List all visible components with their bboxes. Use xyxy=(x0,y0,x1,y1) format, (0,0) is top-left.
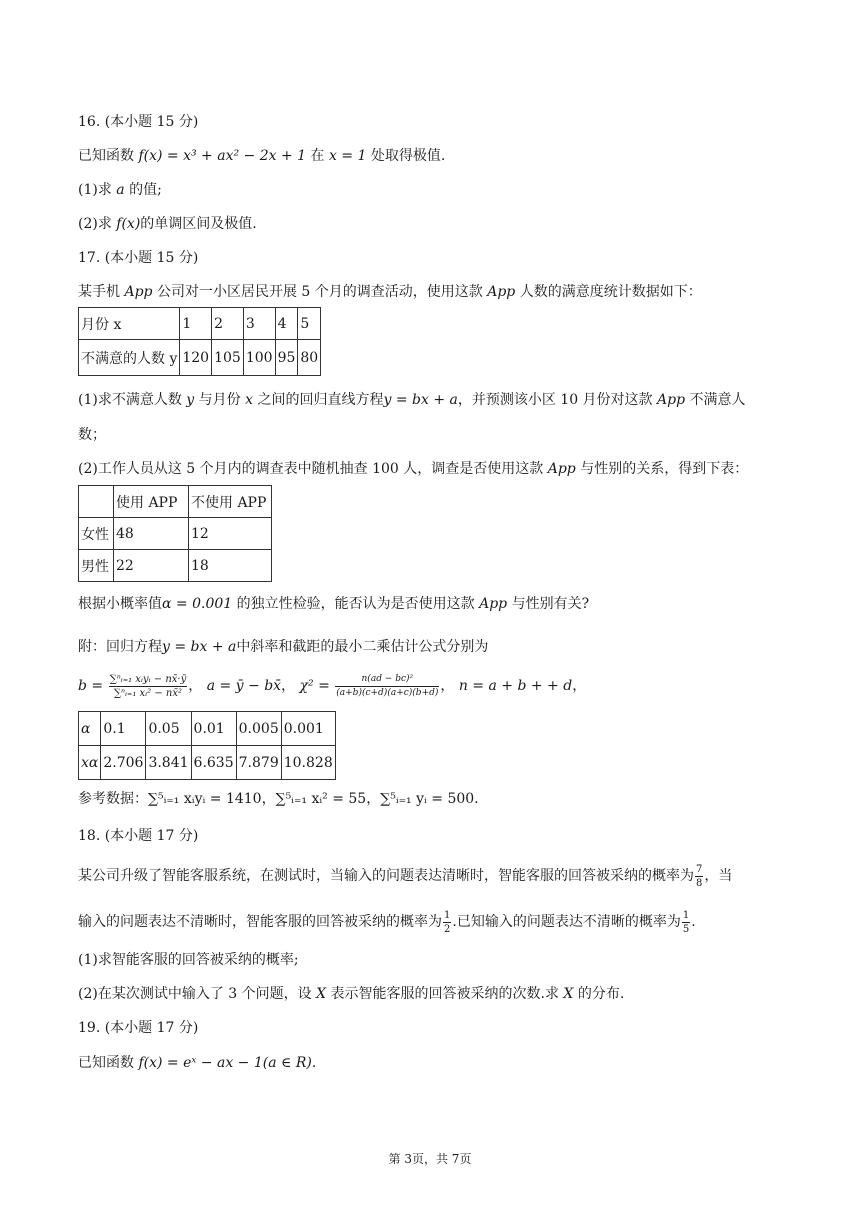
table-cell: 2.706 xyxy=(101,746,146,780)
table-cell: 0.005 xyxy=(236,712,281,746)
q17-note: 附：回归方程y = bx + a中斜率和截距的最小二乘估计公式分别为 xyxy=(78,639,489,655)
table-row xyxy=(79,550,272,582)
table-cell: 18 xyxy=(189,550,272,582)
table-cell: α xyxy=(79,712,101,746)
q17-part1: (1)求不满意人数 y 与月份 x 之间的回归直线方程y = bx + a，并预测该小区 10 月份对这款 App 不满意人 xyxy=(78,392,746,408)
table-cell xyxy=(79,486,114,518)
q18-part2: (2)在某次测试中输入了 3 个问题，设 X 表示智能客服的回答被采纳的次数.求 X 的分布. xyxy=(78,986,625,1002)
table-cell: 48 xyxy=(114,518,189,550)
q17-intro: 某手机 App 公司对一小区居民开展 5 个月的调查活动，使用这款 App 人数的满意度统计数据如下： xyxy=(78,284,702,300)
q17-reference-data: 参考数据：∑⁵ᵢ₌₁ xᵢyᵢ = 1410，∑⁵ᵢ₌₁ xᵢ² = 55，∑⁵ᵢ₌₁ yᵢ = 500. xyxy=(78,791,479,807)
table-cell: 0.001 xyxy=(281,712,335,746)
q19-heading: 19. (本小题 17 分) xyxy=(78,1020,199,1036)
q18-line1: 某公司升级了智能客服系统，在测试时，当输入的问题表达清晰时，智能客服的回答被采纳的概率为 $\frac{7}{8}$ ，当 xyxy=(78,863,733,889)
table-cell: 120 xyxy=(180,340,212,376)
q17-part1-cont: 数； xyxy=(78,427,106,443)
table-cell: 80 xyxy=(298,340,321,376)
q16-part1: (1)求 a 的值; xyxy=(78,182,162,198)
q18-heading: 18. (本小题 17 分) xyxy=(78,828,199,844)
table-row xyxy=(79,486,272,518)
table-cell: 7.879 xyxy=(236,746,281,780)
table-cell: 6.635 xyxy=(191,746,236,780)
chi-square-fraction: $\frac{\text{n(ad − bc)²}}{(a+b)(c+d)(a+c)(b+d)}$ xyxy=(336,673,439,698)
q17-formulas: b = $\frac{\text{∑ⁿᵢ₌₁ xᵢyᵢ − nx̄·ȳ}}{\text{∑ⁿᵢ₌₁ xᵢ² − nx̄²}}$ ， a = ȳ − bx̄， χ² = $\frac{\text{n(ad − bc)²}}{(a+b)(c+d)(a+c)(b+d)}$ ， n = a + b + + d， xyxy=(78,673,587,699)
q17-heading: 17. (本小题 15 分) xyxy=(78,250,199,266)
table-row xyxy=(79,746,336,780)
monthly-survey-table xyxy=(78,307,321,376)
table-cell: 2 xyxy=(212,308,244,340)
q18-part1: (1)求智能客服的回答被采纳的概率; xyxy=(78,952,299,968)
q16-stem: 已知函数 f(x) = x³ + ax² − 2x + 1 在 x = 1 处取得极值. xyxy=(78,148,446,164)
table-cell: 不满意的人数 y xyxy=(79,340,180,376)
table-cell: 女性 xyxy=(79,518,114,550)
fraction: $\frac{1}{2}$ xyxy=(444,909,451,935)
table-row xyxy=(79,308,321,340)
page-footer: 第 3页，共 7页 xyxy=(388,1152,472,1166)
table-cell: 1 xyxy=(180,308,212,340)
table-cell: 不使用 APP xyxy=(189,486,272,518)
table-cell: 3 xyxy=(243,308,275,340)
table-cell: 0.01 xyxy=(191,712,236,746)
table-cell: 4 xyxy=(275,308,298,340)
table-cell: 3.841 xyxy=(146,746,191,780)
table-cell: 男性 xyxy=(79,550,114,582)
gender-app-table xyxy=(78,485,272,582)
critical-value-table xyxy=(78,711,336,780)
q16-heading: 16. (本小题 15 分) xyxy=(78,114,199,130)
q17-part2: (2)工作人员从这 5 个月内的调查表中随机抽查 100 人，调查是否使用这款 App 与性别的关系，得到下表： xyxy=(78,461,749,477)
table-cell: 12 xyxy=(189,518,272,550)
table-cell: 0.05 xyxy=(146,712,191,746)
q18-line2: 输入的问题表达不清晰时，智能客服的回答被采纳的概率为 $\frac{1}{2}$ .已知输入的问题表达不清晰的概率为 $\frac{1}{5}$ . xyxy=(78,909,696,935)
table-cell: 100 xyxy=(243,340,275,376)
q17-test-question: 根据小概率值α = 0.001 的独立性检验，能否认为是否使用这款 App 与性别有关? xyxy=(78,596,590,612)
q19-stem: 已知函数 f(x) = eˣ − ax − 1(a ∈ R). xyxy=(78,1055,317,1071)
fraction: $\frac{7}{8}$ xyxy=(696,863,703,889)
table-cell: 5 xyxy=(298,308,321,340)
table-cell: 月份 x xyxy=(79,308,180,340)
table-cell: xα xyxy=(79,746,101,780)
q16-part2: (2)求 f(x)的单调区间及极值. xyxy=(78,216,257,232)
table-cell: 22 xyxy=(114,550,189,582)
table-cell: 10.828 xyxy=(281,746,335,780)
table-row xyxy=(79,518,272,550)
table-row xyxy=(79,712,336,746)
table-cell: 0.1 xyxy=(101,712,146,746)
table-cell: 105 xyxy=(212,340,244,376)
fraction: $\frac{1}{5}$ xyxy=(682,909,690,935)
table-row xyxy=(79,340,321,376)
table-cell: 使用 APP xyxy=(114,486,189,518)
table-cell: 95 xyxy=(275,340,298,376)
slope-formula-fraction: $\frac{\text{∑ⁿᵢ₌₁ xᵢyᵢ − nx̄·ȳ}}{\text{∑ⁿᵢ₌₁ xᵢ² − nx̄²}}$ xyxy=(109,673,187,699)
